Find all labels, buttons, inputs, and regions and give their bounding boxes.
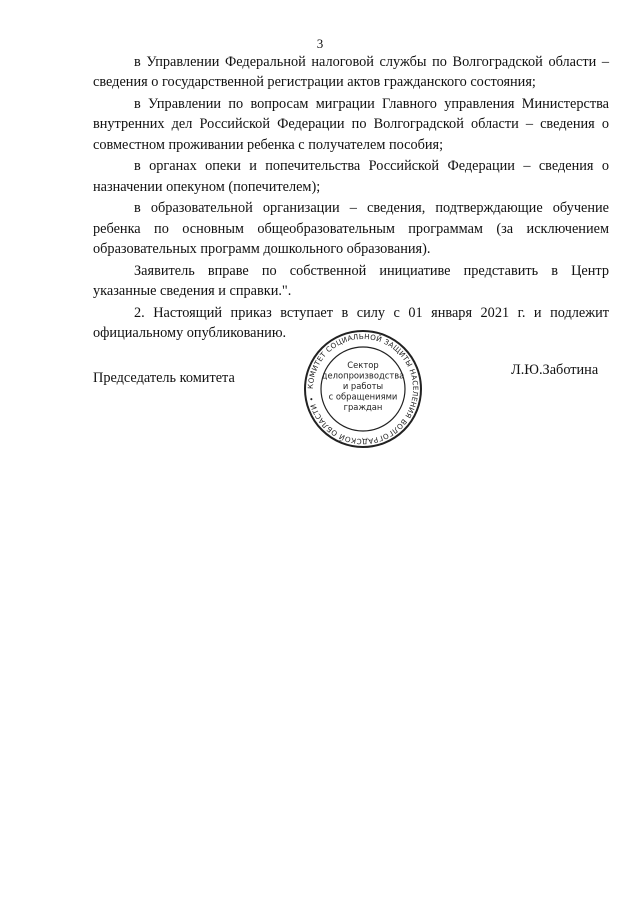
svg-text:КОМИТЕТ СОЦИАЛЬНОЙ ЗАЩИТЫ НАСЕ: КОМИТЕТ СОЦИАЛЬНОЙ ЗАЩИТЫ НАСЕЛЕНИЯ ВОЛГОГРАДСКОЙ ОБЛАСТИ • bbox=[305, 331, 421, 447]
document-body bbox=[93, 52, 609, 345]
paragraph-effective-date: 2. Настоящий приказ вступает в силу с 01 января 2021 г. и подлежит официальному опубликованию. bbox=[93, 304, 609, 342]
paragraph-education: в образовательной организации – сведения, подтверждающие обучение ребенка по основным общеобразовательным программам (за исключением образовательных программ дошкольного образования). bbox=[93, 200, 609, 258]
stamp-inner-line: Сектор bbox=[347, 360, 379, 370]
stamp-inner-line: с обращениями bbox=[328, 391, 398, 402]
stamp-inner-line: граждан bbox=[343, 402, 383, 412]
paragraph-guardianship: в органах опеки и попечительства Российской Федерации – сведения о назначении опекуном (попечителем); bbox=[93, 158, 609, 195]
signatory-name: Л.Ю.Заботина bbox=[511, 362, 599, 378]
signatory-position: Председатель комитета bbox=[93, 370, 235, 386]
paragraph-tax-service: в Управлении Федеральной налоговой службы по Волгоградской области – сведения о государственной регистрации актов гражданского состояния; bbox=[93, 54, 609, 91]
official-stamp-icon bbox=[302, 328, 424, 450]
paragraph-migration: в Управлении по вопросам миграции Главного управления Министерства внутренних дел Российской Федерации по Волгоградской области – сведения о совместном проживании ребенка с получателем пособия; bbox=[93, 96, 609, 153]
stamp-inner-line: и работы bbox=[342, 381, 384, 391]
stamp-inner-line: делопроизводства bbox=[321, 370, 405, 381]
page-number: 3 bbox=[316, 36, 324, 51]
paragraph-applicant-right: Заявитель вправе по собственной инициативе представить в Центр указанные сведения и справки.". bbox=[93, 262, 609, 300]
